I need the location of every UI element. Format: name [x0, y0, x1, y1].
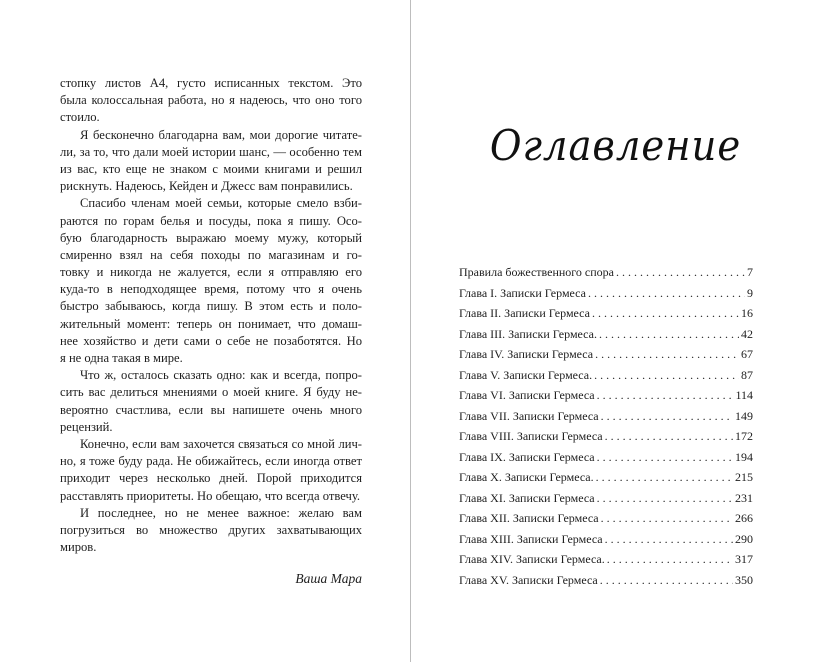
toc-entry-page: 194: [735, 449, 753, 464]
toc-entry-page: 9: [747, 285, 753, 300]
dot-leader: [599, 324, 739, 345]
dot-leader: [592, 303, 739, 324]
text-line: Я бесконечно благодарна вам, мои дорогие читате-: [80, 127, 362, 142]
text-line: была колоссальная работа, но я надеюсь, что оно того: [60, 93, 362, 108]
text-line: товку и никогда не жалуется, если я отправляю его: [60, 265, 362, 280]
toc-entry-page: 149: [735, 408, 753, 423]
text-line: бую благодарность выражаю моему мужу, который: [60, 230, 362, 245]
toc-entry[interactable]: [459, 406, 753, 427]
toc-entry[interactable]: [459, 549, 753, 570]
toc-entry-page: 42: [741, 326, 753, 341]
toc-entry[interactable]: [459, 426, 753, 447]
toc-entry-page: 350: [735, 572, 753, 587]
toc-entry-label: Глава VIII. Записки Гермеса: [459, 429, 603, 443]
text-line: рискнуть. Надеюсь, Кейден и Джесс вам понравились.: [60, 179, 353, 194]
toc-entry[interactable]: [459, 262, 753, 283]
toc-entry[interactable]: [459, 365, 753, 386]
table-of-contents: [459, 262, 753, 590]
toc-entry-label: Глава I. Записки Гермеса: [459, 285, 586, 300]
dot-leader: [601, 406, 733, 427]
toc-entry-page: 317: [735, 552, 753, 566]
text-line: Спасибо членам моей семьи, которые смело взби-: [80, 196, 362, 211]
toc-entry-page: 16: [741, 306, 753, 320]
right-page: [411, 0, 820, 662]
toc-entry-page: 7: [747, 265, 753, 279]
dot-leader: [607, 549, 733, 570]
toc-entry[interactable]: [459, 447, 753, 468]
toc-entry[interactable]: [459, 508, 753, 529]
dot-leader: [605, 529, 733, 550]
toc-entry[interactable]: [459, 570, 753, 591]
toc-entry-label: Глава X. Записки Гермеса.: [459, 470, 594, 484]
toc-entry[interactable]: [459, 467, 753, 488]
toc-title: Оглавление: [489, 121, 742, 170]
toc-entry-label: Глава VI. Записки Гермеса: [459, 388, 595, 402]
text-line: раются по горам белья и посуды, пока я пишу. Осо-: [60, 213, 362, 228]
toc-entry[interactable]: [459, 303, 753, 324]
toc-entry-label: Глава XIV. Записки Гермеса.: [459, 552, 605, 566]
text-line: стоило.: [60, 110, 100, 125]
toc-entry-page: 114: [735, 388, 753, 402]
text-line: жительный момент: теперь он понимает, что домаш-: [60, 316, 362, 331]
toc-entry-page: 290: [735, 531, 753, 546]
toc-entry-label: Глава III. Записки Гермеса.: [459, 326, 597, 341]
toc-entry-label: Глава VII. Записки Гермеса: [459, 408, 599, 423]
text-line: ли, за то, что дали моей истории шанс, — особенно тем: [60, 144, 362, 159]
toc-entry-page: 266: [735, 511, 753, 525]
toc-entry-page: 215: [735, 470, 753, 484]
text-line: сить вас делиться мнениями о моей книге. Я буду не-: [60, 385, 362, 400]
dot-leader: [596, 467, 733, 488]
toc-entry-label: Глава V. Записки Гермеса.: [459, 367, 593, 382]
text-line: Что ж, осталось сказать одно: как и всегда, попро-: [80, 368, 362, 383]
toc-entry-page: 67: [741, 347, 753, 361]
dot-leader: [597, 488, 733, 509]
afterword-text: [60, 75, 362, 556]
toc-entry[interactable]: [459, 324, 753, 345]
toc-entry-label: Глава II. Записки Гермеса: [459, 306, 590, 320]
text-line: из вас, кто еще не знаком с моими книгами и решил: [60, 161, 362, 176]
text-line: стопку листов А4, густо исписанных текстом. Это: [60, 76, 362, 90]
text-line: смиренно взял на себя походы по магазинам и го-: [60, 247, 362, 262]
toc-entry-page: 87: [741, 367, 753, 382]
dot-leader: [597, 385, 734, 406]
text-line: рецензий.: [60, 419, 113, 434]
text-line: погрузиться во множество других захватывающих: [60, 522, 362, 537]
toc-entry[interactable]: [459, 344, 753, 365]
text-line: Конечно, если вам захочется связаться со мной лич-: [80, 436, 362, 451]
text-line: я не одна такая в мире.: [60, 351, 183, 365]
toc-entry-page: 172: [735, 429, 753, 443]
dot-leader: [600, 570, 733, 591]
text-line: вероятно счастлива, если вы напишете очень много: [60, 402, 362, 417]
toc-entry-page: 231: [735, 490, 753, 505]
text-line: миров.: [60, 540, 97, 555]
text-line: расставлять приоритеты. Но обещаю, что всегда отвечу.: [60, 488, 360, 503]
toc-entry-label: Правила божественного спора: [459, 265, 614, 279]
dot-leader: [601, 508, 733, 529]
toc-entry[interactable]: [459, 529, 753, 550]
dot-leader: [595, 344, 739, 365]
text-line: нее хозяйство и дети сами о себе не позаботятся. Но: [60, 333, 362, 348]
dot-leader: [588, 283, 745, 304]
dot-leader: [597, 447, 733, 468]
dot-leader: [616, 262, 745, 283]
toc-entry-label: Глава XV. Записки Гермеса: [459, 572, 598, 587]
text-line: куда-то в неподходящее время, потому что я очень: [60, 282, 362, 297]
text-line: но, я тоже буду рада. Не обижайтесь, если иногда ответ: [60, 454, 362, 469]
toc-entry[interactable]: [459, 283, 753, 304]
text-line: быстро забываюсь, когда пишу. В этом есть и поло-: [60, 299, 362, 314]
toc-entry[interactable]: [459, 488, 753, 509]
toc-entry[interactable]: [459, 385, 753, 406]
signature: Ваша Мара: [295, 571, 362, 586]
toc-entry-label: Глава IV. Записки Гермеса: [459, 347, 594, 361]
toc-entry-label: Глава XIII. Записки Гермеса: [459, 531, 603, 546]
text-line: И последнее, но не менее важное: желаю вам: [80, 505, 362, 520]
dot-leader: [605, 426, 733, 447]
dot-leader: [594, 365, 739, 386]
toc-entry-label: Глава XII. Записки Гермеса: [459, 511, 599, 525]
toc-entry-label: Глава XI. Записки Гермеса: [459, 490, 595, 505]
toc-entry-label: Глава IX. Записки Гермеса: [459, 449, 595, 464]
text-line: приходит через несколько дней. Порой приходится: [60, 471, 362, 486]
